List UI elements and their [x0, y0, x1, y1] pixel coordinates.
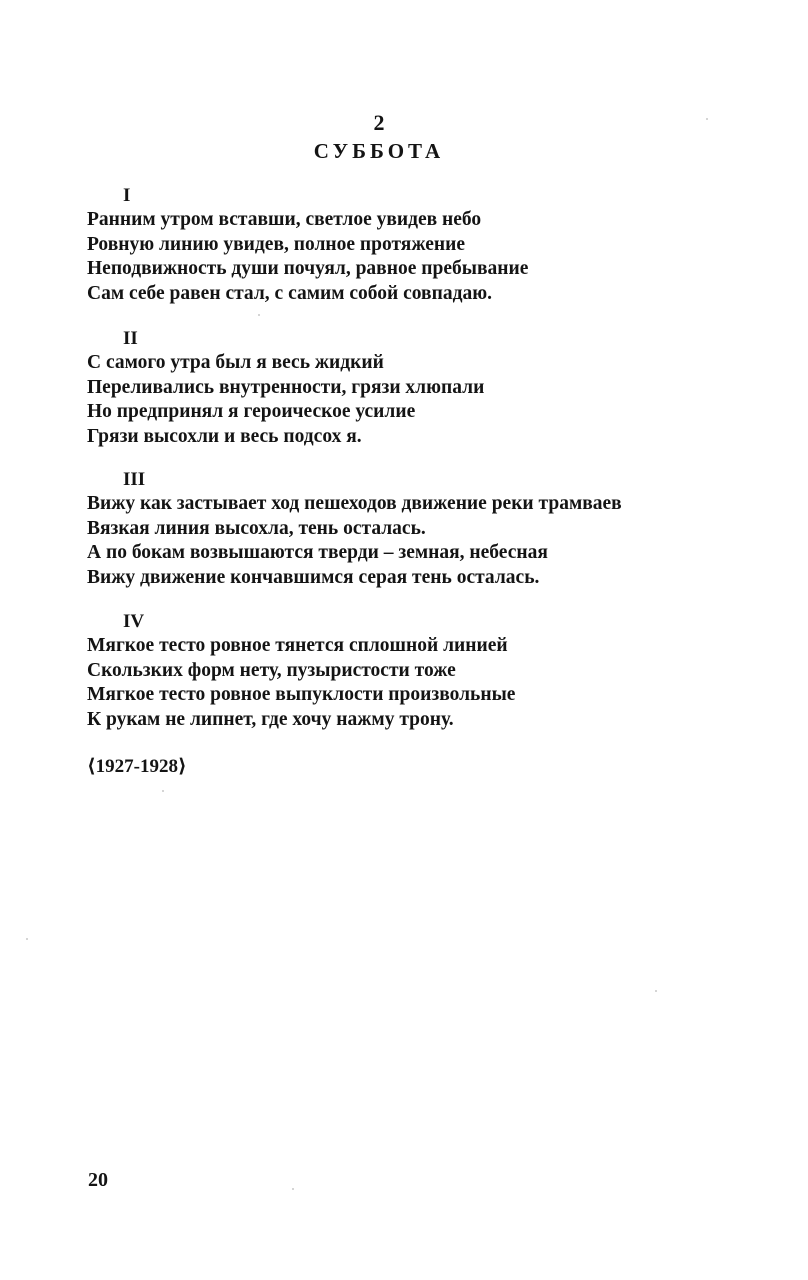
scan-speck	[706, 118, 708, 120]
verse-line: Ровную линию увидев, полное протяжение	[87, 233, 466, 255]
page-number: 20	[88, 1169, 108, 1191]
verse-line: Мягкое тесто ровное тянется сплошной линией	[87, 635, 508, 656]
scan-speck	[258, 314, 260, 316]
scan-speck	[26, 938, 28, 940]
stanza-numeral: III	[123, 469, 146, 490]
poem-title: СУББОТА	[313, 139, 445, 163]
verse-line: Вижу как застывает ход пешеходов движение реки трамваев	[87, 493, 622, 514]
verse-line: Переливались внутренности, грязи хлюпали	[87, 376, 485, 398]
verse-line: Скользких форм нету, пузыристости тоже	[87, 659, 456, 681]
poem-date: ⟨1927-1928⟩	[87, 756, 187, 777]
verse-line: Сам себе равен стал, с самим собой совпадаю.	[87, 282, 492, 304]
verse-line: Вязкая линия высохла, тень осталась.	[87, 517, 426, 539]
stanza-3	[87, 468, 767, 590]
stanza-numeral: IV	[123, 611, 145, 632]
verse-line: Грязи высохли и весь подсох я.	[87, 425, 362, 447]
verse-line: Ранним утром вставши, светлое увидев небо	[87, 209, 482, 230]
verse-line: Неподвижность души почуял, равное пребывание	[87, 258, 529, 279]
stanza-2	[87, 327, 767, 449]
scan-speck	[162, 790, 164, 792]
verse-line: К рукам не липнет, где хочу нажму трону.	[87, 708, 454, 730]
verse-line: Но предпринял я героическое усилие	[87, 401, 416, 422]
stanza-numeral: I	[123, 185, 131, 206]
verse-line: А по бокам возвышаются тверди – земная, небесная	[87, 542, 548, 563]
verse-line: С самого утра был я весь жидкий	[87, 352, 384, 373]
poem-number: 2	[373, 110, 385, 135]
verse-line: Вижу движение кончавшимся серая тень осталась.	[87, 566, 540, 588]
stanza-1	[87, 184, 767, 306]
scan-speck	[655, 990, 657, 992]
stanza-numeral: II	[123, 328, 138, 349]
scan-speck	[292, 1188, 294, 1190]
verse-line: Мягкое тесто ровное выпуклости произвольные	[87, 684, 516, 705]
stanza-4	[87, 610, 767, 732]
